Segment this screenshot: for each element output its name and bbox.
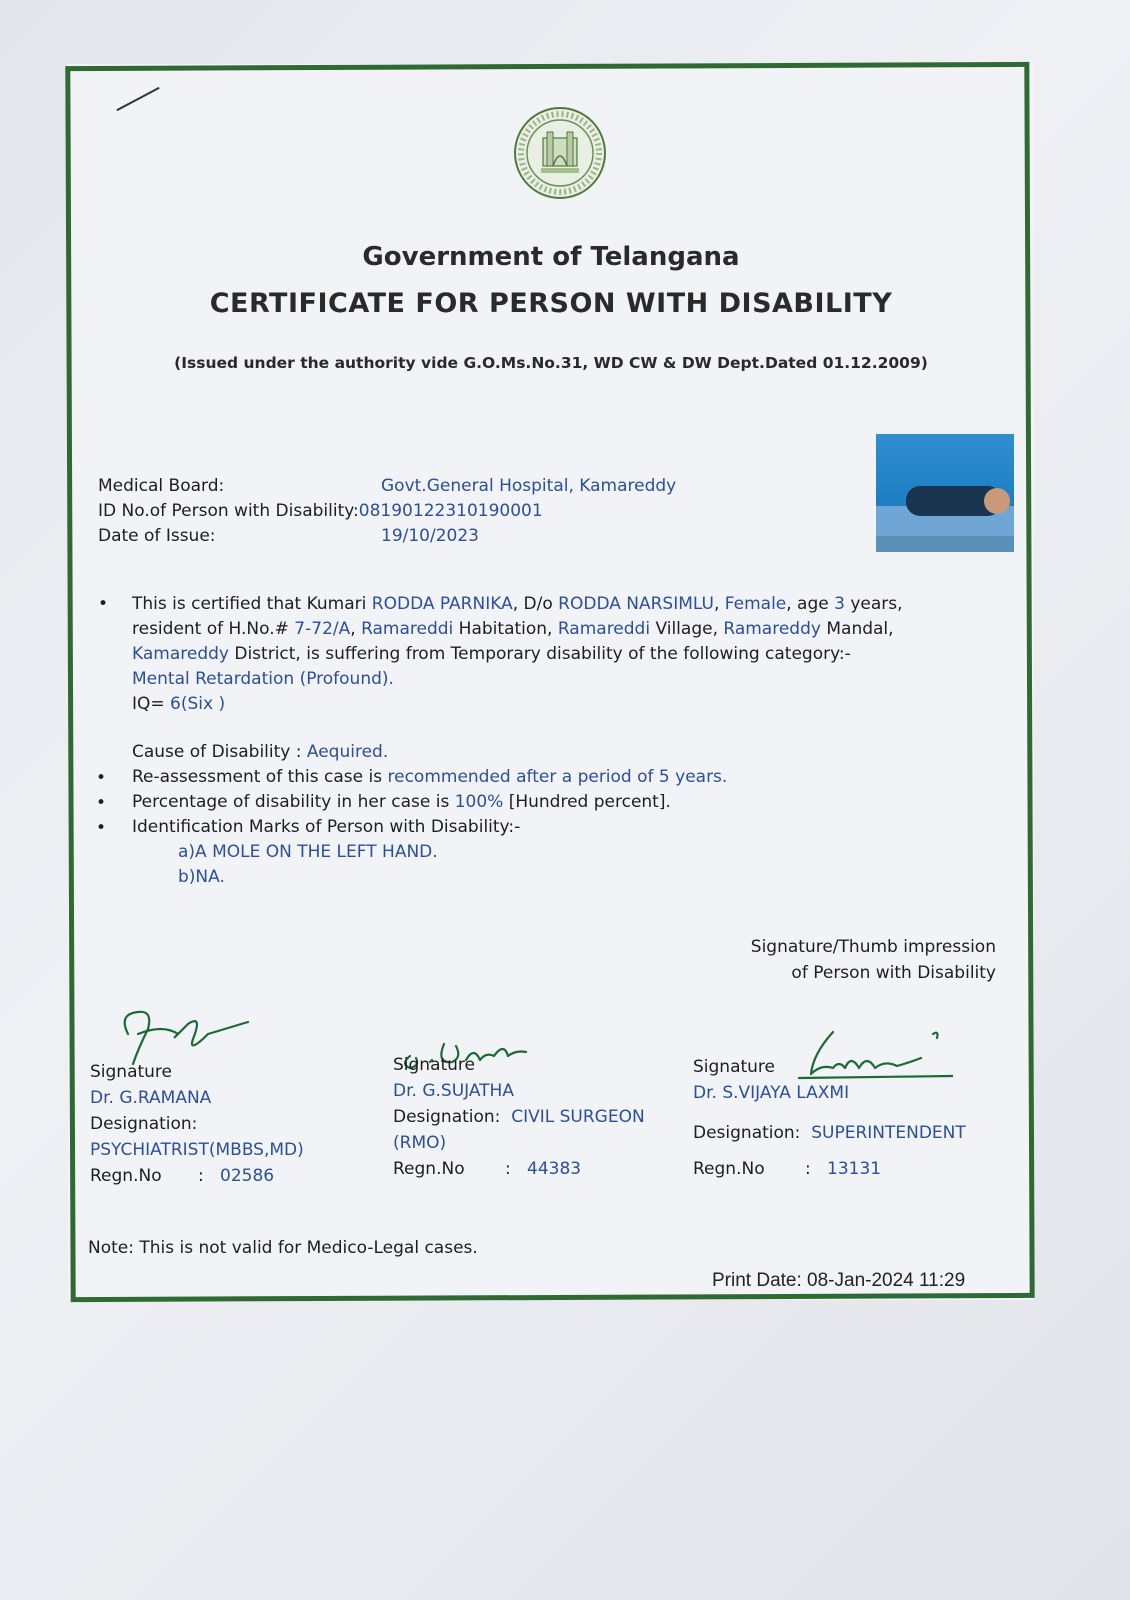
percentage-words: [Hundred percent]. (503, 792, 671, 812)
cert-text: , D/o (512, 594, 559, 614)
signature-label: Signature (393, 1055, 476, 1075)
cert-text: , (713, 594, 725, 614)
designation-value: CIVIL SURGEON (511, 1107, 645, 1127)
cause-value: Aequired. (306, 742, 389, 762)
designation-value-2: (RMO) (393, 1133, 447, 1153)
identification-mark-b: b)NA. (178, 867, 225, 887)
habitation: Ramareddi (361, 619, 454, 639)
date-value: 19/10/2023 (381, 526, 479, 546)
authority-line: (Issued under the authority vide G.O.Ms.No.31, WD CW & DW Dept.Dated 01.12.2009) (174, 354, 928, 372)
government-title: Government of Telangana (362, 242, 740, 272)
cert-text: , (350, 619, 362, 639)
signatory-vijaya-laxmi (693, 1054, 966, 1182)
house-number: 7-72/A (294, 619, 351, 639)
bullet-icon: • (96, 768, 107, 788)
percentage-value: 100% (454, 792, 504, 812)
cause-line (132, 740, 388, 765)
reassessment-text: Re-assessment of this case is (132, 767, 388, 787)
mandal: Ramareddy (723, 619, 821, 639)
identification-label: Identification Marks of Person with Disability:- (132, 817, 521, 837)
id-value: 08190122310190001 (358, 501, 543, 521)
doctor-name: Dr. G.RAMANA (90, 1088, 212, 1108)
medical-board-label: Medical Board: (98, 476, 225, 496)
thumb-impression-caption (726, 934, 996, 986)
date-label: Date of Issue: (98, 526, 216, 546)
designation-label: Designation: (90, 1114, 198, 1134)
signatory-sujatha (393, 1052, 645, 1182)
doctor-name: Dr. G.SUJATHA (393, 1081, 514, 1101)
person-photo (876, 434, 1014, 552)
cert-text: resident of H.No.# (132, 619, 295, 639)
regn-value: 13131 (827, 1159, 882, 1179)
legal-note: Note: This is not valid for Medico-Legal cases. (88, 1238, 478, 1258)
regn-label: Regn.No (393, 1159, 465, 1179)
regn-label: Regn.No (90, 1166, 162, 1186)
identification-mark-a: a)A MOLE ON THE LEFT HAND. (178, 842, 438, 862)
designation-value: SUPERINTENDENT (811, 1123, 966, 1143)
age: 3 (834, 594, 845, 614)
id-row (98, 501, 543, 521)
iq-value: 6(Six ) (170, 694, 226, 714)
percentage-text: Percentage of disability in her case is (132, 792, 455, 812)
gender: Female (724, 594, 787, 614)
regn-separator: : (805, 1159, 811, 1179)
medical-board-value: Govt.General Hospital, Kamareddy (381, 476, 677, 496)
doctor-name: Dr. S.VIJAYA LAXMI (693, 1083, 850, 1103)
cert-text: Habitation, (453, 619, 558, 639)
village: Ramareddi (557, 619, 651, 639)
regn-value: 02586 (220, 1166, 275, 1186)
designation-value: PSYCHIATRIST(MBBS,MD) (90, 1140, 304, 1160)
cert-text: Village, (650, 619, 724, 639)
reassessment-line (132, 765, 727, 790)
certificate-sheet (68, 64, 1034, 1300)
id-label: ID No.of Person with Disability: (98, 501, 359, 521)
iq-label: IQ= (132, 694, 171, 714)
certification-paragraph (132, 592, 992, 717)
cert-text: District, is suffering from Temporary disability of the following category:- (228, 644, 851, 664)
date-row (98, 526, 479, 546)
designation-label: Designation: (393, 1107, 501, 1127)
cert-text: , age (786, 594, 835, 614)
bullet-icon: • (98, 594, 109, 614)
parent-name: RODDA NARSIMLU (558, 594, 714, 614)
medical-board-row (98, 476, 676, 496)
regn-separator: : (198, 1166, 204, 1186)
regn-separator: : (505, 1159, 511, 1179)
person-name: RODDA PARNIKA (371, 594, 513, 614)
cause-label: Cause of Disability : (132, 742, 307, 762)
certificate-title: CERTIFICATE FOR PERSON WITH DISABILITY (209, 288, 893, 319)
district: Kamareddy (132, 644, 229, 664)
disability-category: Mental Retardation (Profound). (132, 669, 394, 689)
print-date: Print Date: 08-Jan-2024 11:29 (712, 1270, 966, 1291)
thumb-line-2: of Person with Disability (791, 963, 996, 983)
thumb-line-1: Signature/Thumb impression (750, 937, 996, 957)
regn-value: 44383 (527, 1159, 582, 1179)
designation-label: Designation: (693, 1123, 801, 1143)
cert-text: years, (844, 594, 903, 614)
reassessment-value: recommended after a period of 5 years. (387, 767, 728, 787)
cert-text: Mandal, (820, 619, 894, 639)
bullet-icon: • (96, 818, 107, 838)
bullet-icon: • (96, 793, 107, 813)
signature-label: Signature (90, 1062, 173, 1082)
signature-label: Signature (693, 1057, 776, 1077)
regn-label: Regn.No (693, 1159, 765, 1179)
percentage-line (132, 790, 671, 815)
telangana-emblem-icon (513, 106, 607, 200)
signatory-ramana (90, 1059, 304, 1189)
cert-text: This is certified that Kumari (132, 594, 372, 614)
